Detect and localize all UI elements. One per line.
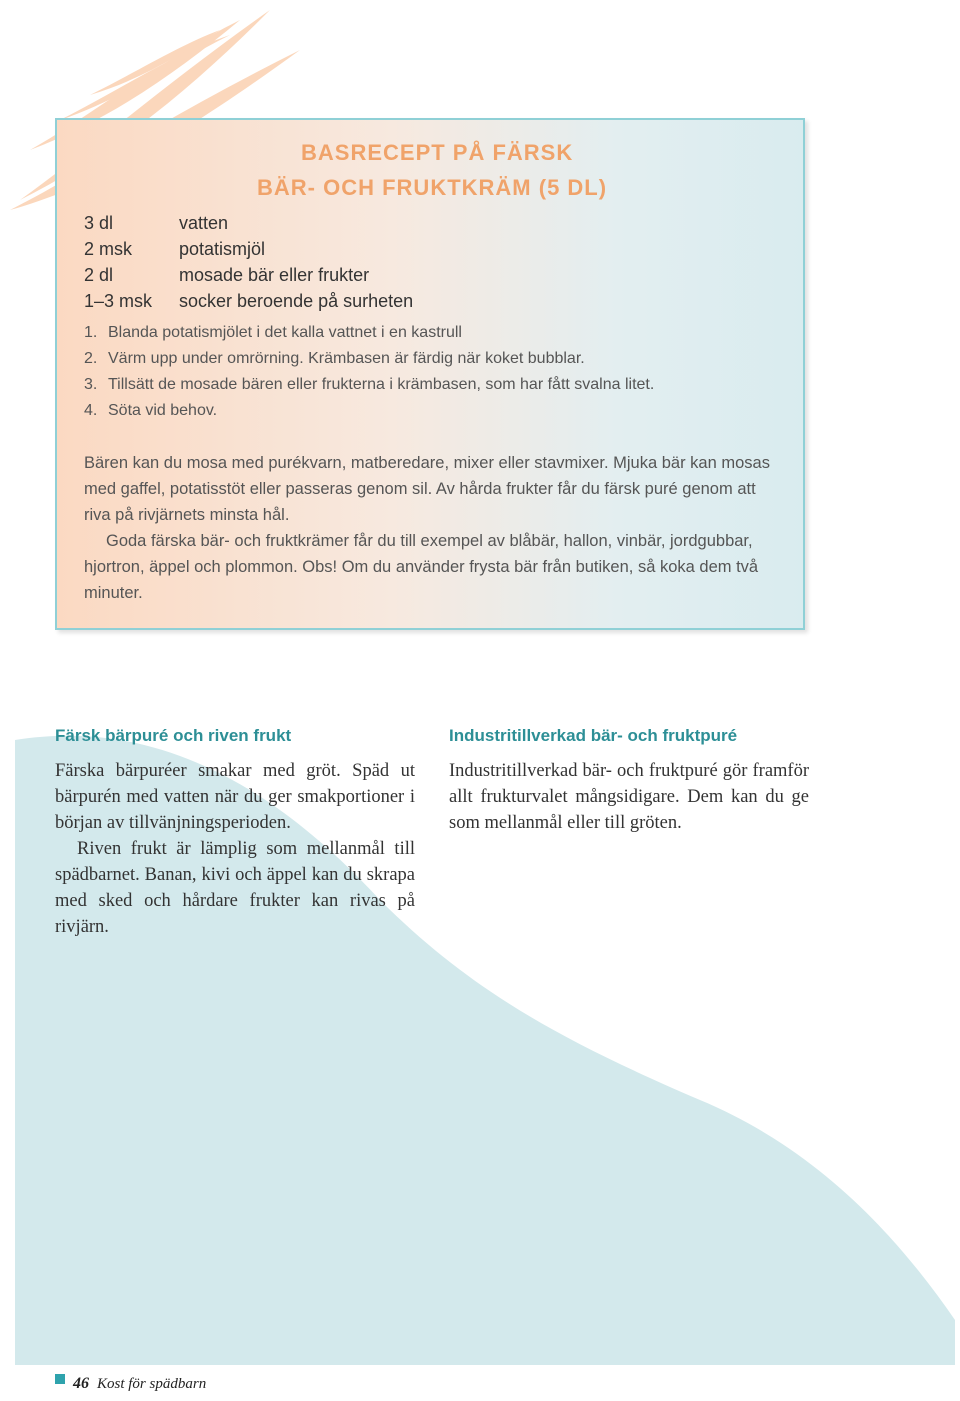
ingredient-row [84, 288, 413, 314]
section-paragraph: Riven frukt är lämplig som mellanmål till spädbarnet. Banan, kivi och äppel kan du skrapa med sked och hårdare frukter kan rivas på rivjärn. [55, 839, 415, 937]
recipe-notes [84, 450, 784, 606]
recipe-paragraph: Goda färska bär- och fruktkrämer får du till exempel av blåbär, hallon, vinbär, jordgubbar, hjortron, äppel och plommon. Obs! Om du använder frysta bär från butiken, så koka dem två minuter. [84, 532, 759, 602]
ingredient-row [84, 236, 413, 262]
step-text: Värm upp under omrörning. Krämbasen är färdig när koket bubblar. [108, 350, 585, 367]
ingredients-list [84, 210, 413, 314]
step-item [84, 346, 654, 372]
section-paragraph: Industritillverkad bär- och fruktpuré gör framför allt frukturvalet mångsidigare. Dem kan du ge som mellanmål eller till gröten. [449, 761, 809, 833]
book-title: Kost för spädbarn [97, 1375, 207, 1392]
ingredient-item: potatismjöl [179, 239, 266, 259]
section-paragraph: Färska bärpuréer smakar med gröt. Späd ut bärpurén med vatten när du ger smakportioner i början av tillvänjningsperioden. [55, 761, 415, 833]
section-heading: Industritillverkad bär- och fruktpuré [449, 726, 738, 745]
ingredient-quantity: 1–3 msk [84, 291, 153, 311]
recipe-box [55, 118, 805, 630]
step-text: Tillsätt de mosade bären eller frukterna i krämbasen, som har fått svalna litet. [108, 376, 655, 393]
recipe-title: BASRECEPT PÅ FÄRSK [301, 140, 574, 165]
step-number: 1. [84, 324, 98, 341]
right-column [449, 726, 809, 836]
ingredient-row [84, 262, 413, 288]
page-number: 46 [73, 1375, 89, 1392]
ingredient-item: socker beroende på surheten [179, 291, 414, 311]
ingredient-quantity: 2 dl [84, 265, 114, 285]
section-heading: Färsk bärpuré och riven frukt [55, 726, 292, 745]
footer-marker-icon [55, 1374, 65, 1384]
left-column [55, 726, 415, 940]
step-number: 3. [84, 376, 98, 393]
step-item [84, 320, 654, 346]
ingredient-row [84, 210, 413, 236]
step-number: 4. [84, 402, 98, 419]
step-item [84, 398, 654, 424]
ingredient-item: mosade bär eller frukter [179, 265, 370, 285]
recipe-paragraph: Bären kan du mosa med purékvarn, matberedare, mixer eller stavmixer. Mjuka bär kan mosas med gaffel, potatisstöt eller passeras genom sil. Av hårda frukter får du färsk puré genom att riva på rivjärnets minsta hål. [84, 454, 770, 524]
recipe-subtitle: BÄR- OCH FRUKTKRÄM (5 DL) [257, 175, 608, 200]
step-text: Blanda potatismjölet i det kalla vattnet i en kastrull [108, 324, 462, 341]
steps-list [84, 320, 654, 424]
step-number: 2. [84, 350, 98, 367]
ingredient-quantity: 2 msk [84, 239, 133, 259]
ingredient-item: vatten [179, 213, 229, 233]
step-item [84, 372, 654, 398]
step-text: Söta vid behov. [108, 402, 218, 419]
ingredient-quantity: 3 dl [84, 213, 114, 233]
page-footer [55, 1375, 206, 1393]
